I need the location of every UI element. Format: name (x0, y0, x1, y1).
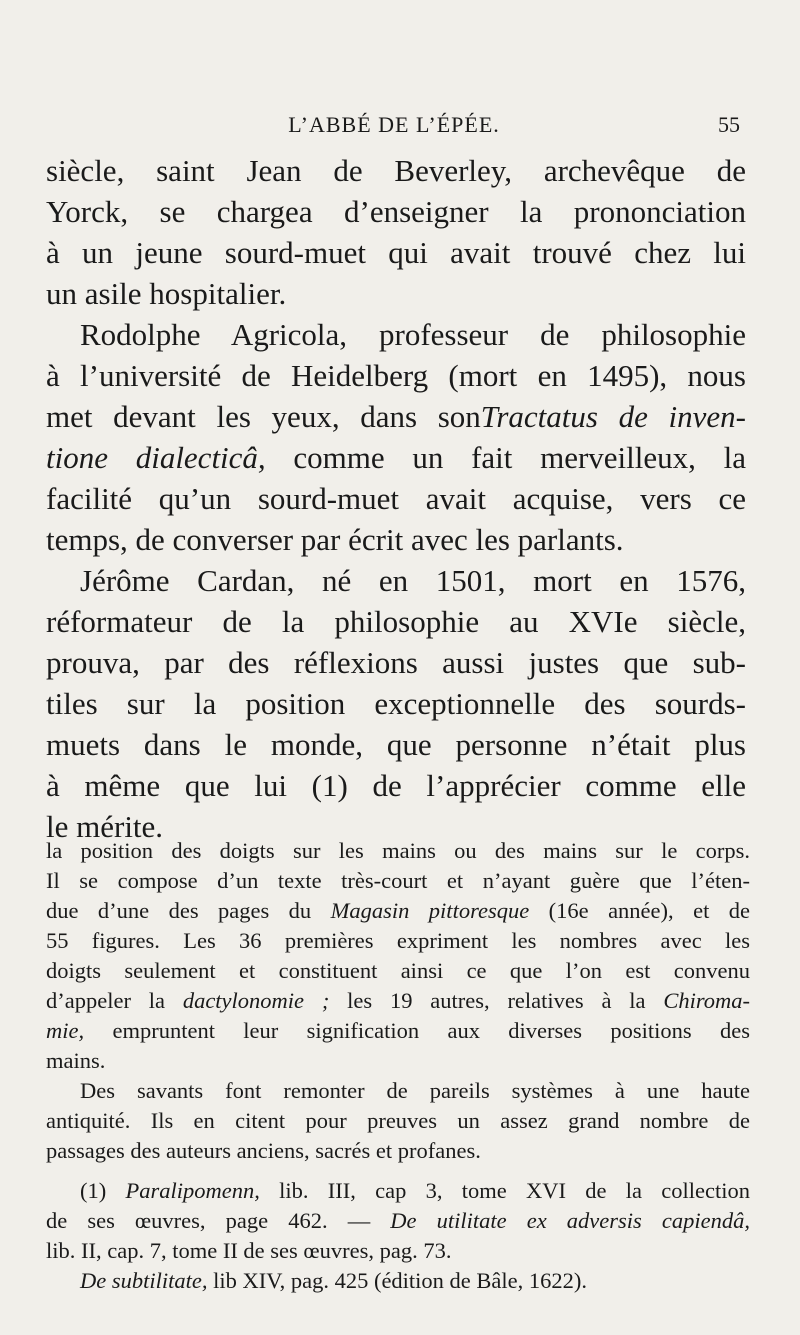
note-line: antiquité. Ils en citent pour preuves un assez grand nombre de (46, 1108, 750, 1133)
note-line (46, 1016, 750, 1046)
note-line: Des savants font remonter de pareils systèmes à une haute (80, 1078, 750, 1103)
italic-title: tione dialecticâ, (46, 440, 266, 475)
page-header (48, 112, 740, 142)
text-line: prouva, par des réflexions aussi justes que sub- (46, 645, 746, 680)
italic-title: De utilitate ex adversis capiendâ, (390, 1208, 750, 1233)
main-text (46, 150, 746, 847)
note-line: Il se compose d’un texte très-court et n’ayant guère que l’éten- (46, 868, 750, 893)
italic-title: Paralipomenn, (125, 1178, 260, 1203)
note-line (46, 896, 750, 926)
text-line: à l’université de Heidelberg (mort en 1495), nous (46, 358, 746, 393)
text-segment: due d’une des pages du (46, 898, 331, 923)
page-number: 55 (718, 112, 740, 137)
footnote-line (46, 1266, 750, 1296)
note-line: doigts seulement et constituent ainsi ce que l’on est convenu (46, 958, 750, 983)
running-title: L’ABBÉ DE L’ÉPÉE. (288, 112, 500, 137)
text-line: facilité qu’un sourd-muet avait acquise, vers ce (46, 481, 746, 516)
text-line: Jérôme Cardan, né en 1501, mort en 1576, (80, 563, 746, 598)
text-segment: comme un fait merveilleux, la (265, 440, 746, 475)
text-line: un asile hospitalier. (46, 276, 287, 311)
text-segment: les 19 autres, relatives à la (329, 988, 664, 1013)
text-line (46, 437, 746, 478)
notes-block (46, 836, 750, 1166)
footnote-line (46, 1206, 750, 1236)
footnote-line: lib. II, cap. 7, tome II de ses œuvres, pag. 73. (46, 1238, 452, 1263)
footnote-line (46, 1176, 750, 1206)
note-line: passages des auteurs anciens, sacrés et profanes. (46, 1138, 481, 1163)
text-segment: (16e année), et de (529, 898, 750, 923)
italic-title: De subtilitate, (80, 1268, 208, 1293)
text-line: siècle, saint Jean de Beverley, archevêque de (46, 153, 746, 188)
text-line: à un jeune sourd-muet qui avait trouvé chez lui (46, 235, 746, 270)
footnotes-block (46, 1176, 750, 1296)
text-line: réformateur de la philosophie au XVIe siècle, (46, 604, 746, 639)
text-segment: lib. III, cap 3, tome XVI de la collection (259, 1178, 750, 1203)
text-line (46, 396, 746, 437)
italic-title: Tractatus de inven- (480, 399, 746, 434)
italic-term: Chiroma- (663, 988, 750, 1013)
text-line: tiles sur la position exceptionnelle des sourds- (46, 686, 746, 721)
text-line: à même que lui (1) de l’apprécier comme elle (46, 768, 746, 803)
note-line: la position des doigts sur les mains ou des mains sur le corps. (46, 838, 750, 863)
italic-title: Magasin pittoresque (330, 898, 530, 923)
text-segment: d’appeler la (46, 988, 183, 1013)
text-line: temps, de converser par écrit avec les parlants. (46, 522, 624, 557)
footnote-marker: (1) (80, 1178, 126, 1203)
text-segment: lib XIV, pag. 425 (édition de Bâle, 1622). (207, 1268, 588, 1293)
text-line: muets dans le monde, que personne n’était plus (46, 727, 746, 762)
italic-term: dactylonomie ; (182, 988, 330, 1013)
text-segment: met devant les yeux, dans son (46, 399, 481, 434)
note-line (46, 986, 750, 1016)
text-line: Yorck, se chargea d’enseigner la prononciation (46, 194, 746, 229)
note-line: 55 figures. Les 36 premières expriment les nombres avec les (46, 928, 750, 953)
text-line: Rodolphe Agricola, professeur de philosophie (80, 317, 746, 352)
text-segment: empruntent leur signification aux diverses positions des (84, 1018, 750, 1043)
text-segment: de ses œuvres, page 462. — (46, 1208, 391, 1233)
note-line: mains. (46, 1048, 106, 1073)
italic-term: mie, (46, 1018, 85, 1043)
text-line: le mérite. (46, 809, 164, 844)
